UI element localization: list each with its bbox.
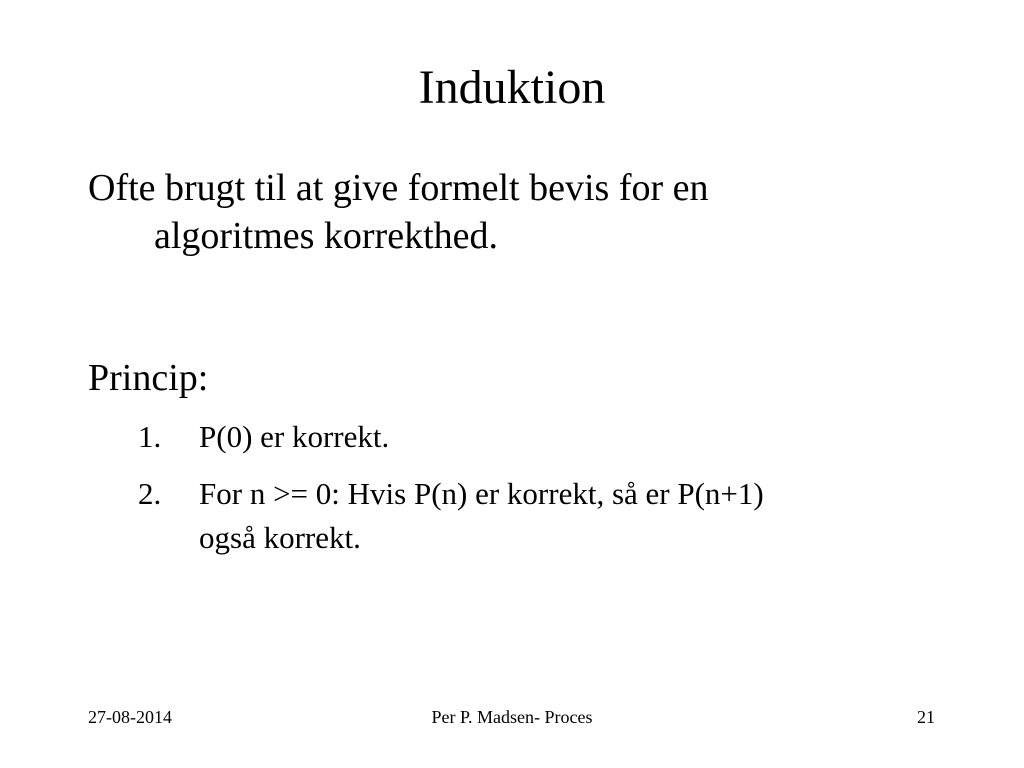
list-item-line-2: også korrekt. — [199, 520, 361, 555]
intro-line-2: algoritmes korrekthed. — [154, 215, 499, 257]
intro-line-1: Ofte brugt til at give formelt bevis for en — [88, 167, 709, 209]
footer-page-number: 21 — [917, 707, 935, 727]
list-item-number: 1. — [138, 419, 162, 454]
princip-label: Princip: — [88, 357, 209, 399]
list-item-line-1: For n >= 0: Hvis P(n) er korrekt, så er P(n+1) — [199, 476, 764, 511]
list-item-text — [199, 472, 764, 560]
footer-date: 27-08-2014 — [88, 707, 172, 727]
footer-author: Per P. Madsen- Proces — [431, 707, 593, 727]
list-item-number: 2. — [138, 476, 162, 511]
slide-title: Induktion — [418, 61, 606, 114]
list-item-text: P(0) er korrekt. — [199, 419, 390, 454]
intro-paragraph — [88, 164, 709, 260]
